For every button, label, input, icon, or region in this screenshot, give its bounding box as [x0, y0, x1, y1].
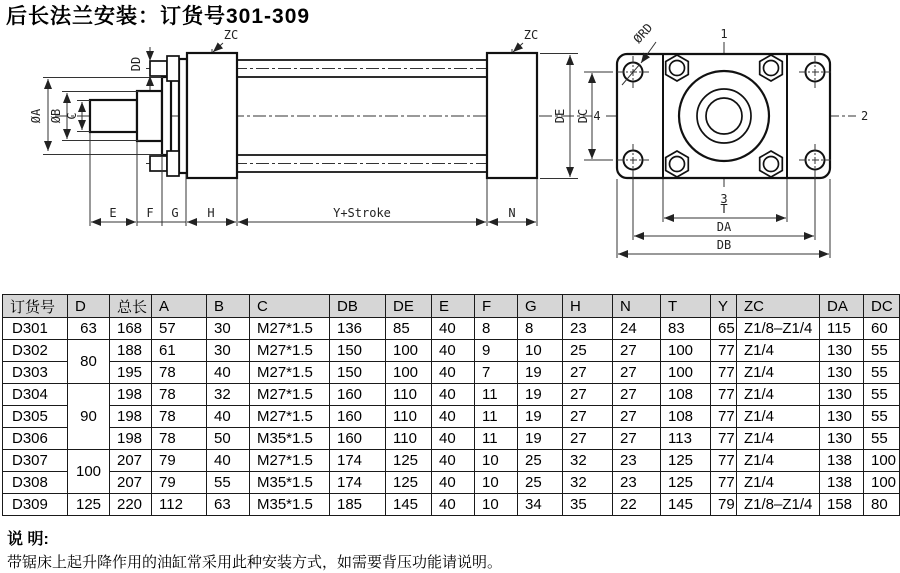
table-cell: 125	[68, 494, 110, 516]
table-cell: Z1/4	[737, 406, 820, 428]
column-header: C	[250, 295, 330, 318]
bore-circle	[706, 98, 742, 134]
table-cell: 77	[711, 406, 737, 428]
table-cell: 55	[864, 384, 900, 406]
note-body: 带锯床上起升降作用的油缸常采用此种安装方式，如需要背压功能请说明。	[7, 554, 503, 571]
table-cell: M27*1.5	[250, 362, 330, 384]
table-cell: 25	[518, 472, 563, 494]
dim-label-de: DE	[553, 108, 567, 124]
note-heading: 说 明:	[7, 531, 49, 548]
column-header: T	[661, 295, 711, 318]
table-cell: 25	[518, 450, 563, 472]
table-cell: 11	[475, 406, 518, 428]
table-cell: M35*1.5	[250, 472, 330, 494]
table-cell: M27*1.5	[250, 340, 330, 362]
table-cell: M27*1.5	[250, 384, 330, 406]
table-cell: M27*1.5	[250, 318, 330, 340]
table-cell: 40	[432, 340, 475, 362]
table-cell: 83	[661, 318, 711, 340]
table-cell: 174	[330, 472, 386, 494]
table-cell: Z1/8–Z1/4	[737, 494, 820, 516]
piston-rod	[90, 100, 137, 132]
dim-label-db: DB	[716, 238, 732, 252]
page-title: 后长法兰安装：订货号301-309	[6, 5, 311, 28]
port-label: ZC	[523, 28, 539, 42]
dim-label-rd: ØRD	[630, 20, 656, 47]
table-cell: 158	[820, 494, 864, 516]
axis-label-1: 1	[720, 27, 728, 41]
table-cell: 27	[613, 340, 661, 362]
table-row	[3, 362, 900, 384]
table-cell: 100	[864, 472, 900, 494]
table-cell: 63	[207, 494, 250, 516]
table-cell: 25	[563, 340, 613, 362]
table-row	[3, 406, 900, 428]
port-label: ZC	[223, 28, 239, 42]
column-header: 订货号	[3, 295, 68, 318]
table-row	[3, 472, 900, 494]
table-cell: 27	[613, 384, 661, 406]
table-cell: D304	[3, 384, 68, 406]
table-cell: 40	[432, 362, 475, 384]
table-cell: 40	[432, 428, 475, 450]
table-cell: 80	[68, 340, 110, 384]
table-cell: 22	[613, 494, 661, 516]
table-cell: 77	[711, 472, 737, 494]
table-cell: D309	[3, 494, 68, 516]
table-cell: M35*1.5	[250, 494, 330, 516]
table-cell: 198	[110, 384, 152, 406]
table-cell: 168	[110, 318, 152, 340]
table-cell: 188	[110, 340, 152, 362]
table-cell: 7	[475, 362, 518, 384]
table-cell: 32	[563, 472, 613, 494]
dim-label-h: H	[207, 206, 215, 220]
table-cell: 19	[518, 384, 563, 406]
rod-collar	[137, 91, 162, 141]
table-cell: M35*1.5	[250, 428, 330, 450]
table-cell: D306	[3, 428, 68, 450]
table-cell: 65	[711, 318, 737, 340]
table-cell: Z1/4	[737, 428, 820, 450]
table-cell: 32	[563, 450, 613, 472]
column-header: A	[152, 295, 207, 318]
table-cell: 27	[613, 428, 661, 450]
dim-label-y-stroke: Y+Stroke	[333, 206, 391, 220]
table-cell: Z1/4	[737, 362, 820, 384]
table-cell: 55	[864, 362, 900, 384]
table-row	[3, 494, 900, 516]
table-cell: D301	[3, 318, 68, 340]
table-cell: 10	[475, 450, 518, 472]
table-cell: 40	[207, 406, 250, 428]
tie-rod-stud	[150, 61, 167, 76]
column-header: Y	[711, 295, 737, 318]
table-cell: 138	[820, 472, 864, 494]
table-cell: 8	[475, 318, 518, 340]
table-cell: 198	[110, 428, 152, 450]
table-cell: 85	[386, 318, 432, 340]
table-cell: 174	[330, 450, 386, 472]
table-cell: 27	[563, 428, 613, 450]
table-cell: 145	[386, 494, 432, 516]
table-cell: 130	[820, 340, 864, 362]
table-cell: 19	[518, 406, 563, 428]
table-cell: M27*1.5	[250, 406, 330, 428]
table-cell: 160	[330, 384, 386, 406]
rear-flange-block	[487, 53, 537, 178]
table-cell: Z1/8–Z1/4	[737, 318, 820, 340]
column-header: DC	[864, 295, 900, 318]
table-row	[3, 450, 900, 472]
tie-rod-stud	[150, 156, 167, 171]
dim-label-c: C	[65, 112, 79, 120]
axis-label-3: 3	[720, 192, 728, 206]
table-cell: 125	[661, 450, 711, 472]
dim-label-n: N	[508, 206, 516, 220]
table-cell: 100	[661, 362, 711, 384]
table-cell: M27*1.5	[250, 450, 330, 472]
table-cell: D308	[3, 472, 68, 494]
table-row	[3, 318, 900, 340]
column-header: 总长	[110, 295, 152, 318]
table-cell: 100	[661, 340, 711, 362]
table-cell: 100	[386, 362, 432, 384]
column-header: B	[207, 295, 250, 318]
table-cell: 10	[475, 472, 518, 494]
flange-front-view	[593, 21, 868, 258]
table-cell: 40	[207, 362, 250, 384]
table-cell: 136	[330, 318, 386, 340]
table-cell: 130	[820, 362, 864, 384]
tie-rod-nut	[167, 151, 179, 176]
table-cell: 130	[820, 428, 864, 450]
table-cell: Z1/4	[737, 450, 820, 472]
notes	[7, 526, 502, 572]
table-cell: 30	[207, 318, 250, 340]
table-cell: 27	[563, 384, 613, 406]
dim-label-e: E	[109, 206, 117, 220]
table-row	[3, 428, 900, 450]
table-header-row	[3, 295, 900, 318]
table-cell: 78	[152, 362, 207, 384]
table-cell: 78	[152, 428, 207, 450]
table-cell: 145	[661, 494, 711, 516]
table-cell: 207	[110, 472, 152, 494]
table-cell: 63	[68, 318, 110, 340]
table-cell: 207	[110, 450, 152, 472]
table-cell: 185	[330, 494, 386, 516]
table-cell: 32	[207, 384, 250, 406]
dim-label-g: G	[171, 206, 179, 220]
table-cell: 40	[432, 450, 475, 472]
spec-table	[2, 294, 900, 516]
table-cell: 115	[820, 318, 864, 340]
table-cell: 8	[518, 318, 563, 340]
table-cell: 110	[386, 384, 432, 406]
table-cell: 24	[613, 318, 661, 340]
table-cell: 79	[711, 494, 737, 516]
dim-label-dia-a: ØA	[29, 108, 43, 124]
table-cell: 90	[68, 384, 110, 450]
dim-label-f: F	[146, 206, 154, 220]
table-cell: 78	[152, 406, 207, 428]
table-cell: D307	[3, 450, 68, 472]
table-cell: 77	[711, 384, 737, 406]
table-cell: 55	[864, 406, 900, 428]
cylinder-side-view	[29, 28, 592, 226]
table-cell: Z1/4	[737, 384, 820, 406]
table-cell: 50	[207, 428, 250, 450]
column-header: H	[563, 295, 613, 318]
column-header: D	[68, 295, 110, 318]
dim-label-da: DA	[716, 220, 732, 234]
table-cell: 19	[518, 428, 563, 450]
table-cell: D305	[3, 406, 68, 428]
table-cell: 130	[820, 406, 864, 428]
table-cell: 77	[711, 340, 737, 362]
table-cell: D302	[3, 340, 68, 362]
table-cell: 160	[330, 428, 386, 450]
table-cell: 40	[432, 406, 475, 428]
table-cell: 110	[386, 406, 432, 428]
column-header: ZC	[737, 295, 820, 318]
dim-label-dia-b: ØB	[49, 108, 63, 124]
table-cell: 78	[152, 384, 207, 406]
table-cell: 40	[432, 384, 475, 406]
table-cell: 34	[518, 494, 563, 516]
column-header: DE	[386, 295, 432, 318]
column-header: G	[518, 295, 563, 318]
column-header: DA	[820, 295, 864, 318]
table-cell: 130	[820, 384, 864, 406]
table-cell: 125	[661, 472, 711, 494]
table-cell: 113	[661, 428, 711, 450]
table-cell: Z1/4	[737, 340, 820, 362]
table-cell: Z1/4	[737, 472, 820, 494]
table-cell: 27	[613, 406, 661, 428]
table-cell: 112	[152, 494, 207, 516]
table-cell: 108	[661, 384, 711, 406]
table-cell: 55	[207, 472, 250, 494]
table-cell: 125	[386, 472, 432, 494]
table-cell: 220	[110, 494, 152, 516]
table-cell: 23	[613, 472, 661, 494]
axis-label-2: 2	[861, 109, 869, 123]
table-cell: 27	[563, 406, 613, 428]
column-header: DB	[330, 295, 386, 318]
table-cell: D303	[3, 362, 68, 384]
table-row	[3, 384, 900, 406]
table-cell: 40	[432, 318, 475, 340]
table-cell: 125	[386, 450, 432, 472]
flange-plate-side	[179, 59, 187, 173]
table-cell: 19	[518, 362, 563, 384]
table-cell: 27	[563, 362, 613, 384]
axis-label-4: 4	[593, 109, 601, 123]
table-cell: 10	[475, 494, 518, 516]
column-header: E	[432, 295, 475, 318]
table-cell: 61	[152, 340, 207, 362]
table-row	[3, 340, 900, 362]
dim-label-dd: DD	[129, 56, 143, 72]
column-header: F	[475, 295, 518, 318]
table-cell: 80	[864, 494, 900, 516]
table-cell: 79	[152, 472, 207, 494]
table-cell: 57	[152, 318, 207, 340]
table-cell: 40	[207, 450, 250, 472]
table-cell: 60	[864, 318, 900, 340]
table-cell: 100	[864, 450, 900, 472]
table-cell: 100	[386, 340, 432, 362]
table-cell: 198	[110, 406, 152, 428]
table-cell: 10	[518, 340, 563, 362]
table-cell: 110	[386, 428, 432, 450]
tie-rod-nut	[167, 56, 179, 81]
table-cell: 40	[432, 472, 475, 494]
table-cell: 11	[475, 428, 518, 450]
dim-label-t: T	[720, 202, 728, 216]
table-cell: 150	[330, 340, 386, 362]
table-cell: 9	[475, 340, 518, 362]
dim-label-dc: DC	[576, 108, 590, 124]
table-cell: 79	[152, 450, 207, 472]
table-cell: 23	[563, 318, 613, 340]
table-cell: 30	[207, 340, 250, 362]
table-cell: 77	[711, 450, 737, 472]
table-cell: 160	[330, 406, 386, 428]
table-cell: 100	[68, 450, 110, 494]
column-header: N	[613, 295, 661, 318]
table-cell: 150	[330, 362, 386, 384]
table-cell: 11	[475, 384, 518, 406]
table-cell: 77	[711, 428, 737, 450]
table-cell: 108	[661, 406, 711, 428]
table-cell: 40	[432, 494, 475, 516]
table-cell: 77	[711, 362, 737, 384]
table-cell: 55	[864, 340, 900, 362]
front-head-block	[187, 53, 237, 178]
table-cell: 23	[613, 450, 661, 472]
table-cell: 27	[613, 362, 661, 384]
table-cell: 138	[820, 450, 864, 472]
table-cell: 195	[110, 362, 152, 384]
table-cell: 35	[563, 494, 613, 516]
rod-head-plate	[162, 77, 171, 155]
table-cell: 55	[864, 428, 900, 450]
